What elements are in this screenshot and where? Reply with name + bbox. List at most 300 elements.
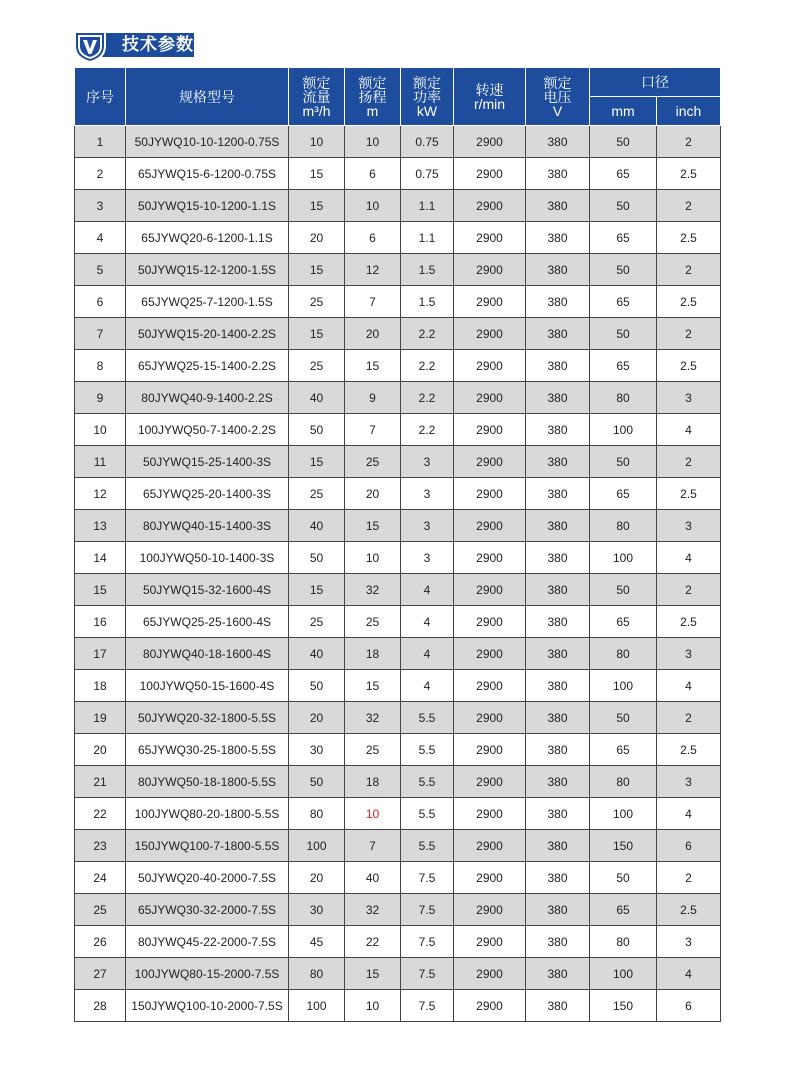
- header-speed-l1: 转速: [475, 81, 504, 98]
- cell-power: 4: [401, 606, 454, 638]
- cell-voltage: 380: [526, 606, 590, 638]
- cell-voltage: 380: [526, 958, 590, 990]
- cell-mm: 100: [590, 670, 657, 702]
- table-row: [75, 606, 721, 638]
- cell-mm: 50: [590, 190, 657, 222]
- table-row: [75, 382, 721, 414]
- cell-voltage: 380: [526, 638, 590, 670]
- cell-seq: 2: [75, 158, 126, 190]
- cell-seq: 20: [75, 734, 126, 766]
- cell-voltage: 380: [526, 830, 590, 862]
- cell-flow: 30: [289, 734, 345, 766]
- cell-head: 15: [345, 350, 401, 382]
- cell-power: 1.1: [401, 190, 454, 222]
- cell-power: 7.5: [401, 990, 454, 1022]
- cell-power: 5.5: [401, 734, 454, 766]
- cell-inch: 2: [657, 862, 721, 894]
- cell-voltage: 380: [526, 254, 590, 286]
- table-row: [75, 158, 721, 190]
- cell-seq: 13: [75, 510, 126, 542]
- cell-seq: 1: [75, 126, 126, 158]
- table-row: [75, 926, 721, 958]
- cell-head: 10: [345, 990, 401, 1022]
- cell-speed: 2900: [454, 542, 526, 574]
- cell-head: 25: [345, 446, 401, 478]
- header-voltage-l2: 电压: [543, 88, 572, 105]
- cell-voltage: 380: [526, 286, 590, 318]
- cell-head: 10: [345, 190, 401, 222]
- cell-power: 0.75: [401, 126, 454, 158]
- table-row: [75, 350, 721, 382]
- cell-head: 32: [345, 894, 401, 926]
- cell-seq: 3: [75, 190, 126, 222]
- section-title: [96, 33, 194, 57]
- cell-speed: 2900: [454, 862, 526, 894]
- table-row: [75, 446, 721, 478]
- cell-model: 100JYWQ50-7-1400-2.2S: [126, 414, 289, 446]
- cell-model: 80JYWQ45-22-2000-7.5S: [126, 926, 289, 958]
- table-row: [75, 510, 721, 542]
- cell-seq: 22: [75, 798, 126, 830]
- cell-seq: 15: [75, 574, 126, 606]
- cell-power: 1.1: [401, 222, 454, 254]
- table-row: [75, 126, 721, 158]
- cell-flow: 15: [289, 446, 345, 478]
- table-row: [75, 734, 721, 766]
- header-power: [401, 68, 454, 126]
- cell-power: 3: [401, 478, 454, 510]
- cell-mm: 65: [590, 286, 657, 318]
- cell-inch: 4: [657, 670, 721, 702]
- cell-model: 65JYWQ25-15-1400-2.2S: [126, 350, 289, 382]
- header-flow-unit: m³/h: [302, 102, 331, 119]
- cell-mm: 65: [590, 350, 657, 382]
- table-row: [75, 990, 721, 1022]
- cell-flow: 20: [289, 222, 345, 254]
- cell-seq: 27: [75, 958, 126, 990]
- spec-table-header: [75, 68, 721, 126]
- cell-mm: 100: [590, 958, 657, 990]
- table-row: [75, 222, 721, 254]
- cell-flow: 15: [289, 318, 345, 350]
- header-power-l1: 额定: [413, 74, 441, 91]
- cell-head: 15: [345, 510, 401, 542]
- table-row: [75, 318, 721, 350]
- cell-mm: 65: [590, 606, 657, 638]
- cell-seq: 25: [75, 894, 126, 926]
- cell-model: 100JYWQ80-15-2000-7.5S: [126, 958, 289, 990]
- cell-seq: 26: [75, 926, 126, 958]
- header-power-unit: kW: [416, 102, 438, 119]
- cell-inch: 2: [657, 318, 721, 350]
- cell-inch: 2.5: [657, 606, 721, 638]
- cell-seq: 14: [75, 542, 126, 574]
- cell-mm: 80: [590, 766, 657, 798]
- table-row: [75, 190, 721, 222]
- cell-flow: 40: [289, 382, 345, 414]
- cell-voltage: 380: [526, 126, 590, 158]
- cell-model: 50JYWQ15-25-1400-3S: [126, 446, 289, 478]
- cell-head: 40: [345, 862, 401, 894]
- cell-model: 65JYWQ15-6-1200-0.75S: [126, 158, 289, 190]
- cell-voltage: 380: [526, 894, 590, 926]
- cell-mm: 50: [590, 254, 657, 286]
- cell-seq: 5: [75, 254, 126, 286]
- cell-power: 5.5: [401, 766, 454, 798]
- cell-flow: 25: [289, 478, 345, 510]
- cell-model: 65JYWQ20-6-1200-1.1S: [126, 222, 289, 254]
- table-row: [75, 638, 721, 670]
- cell-power: 3: [401, 446, 454, 478]
- cell-speed: 2900: [454, 798, 526, 830]
- cell-voltage: 380: [526, 670, 590, 702]
- cell-power: 1.5: [401, 286, 454, 318]
- header-voltage-unit: V: [552, 102, 563, 119]
- table-row: [75, 862, 721, 894]
- cell-head: 6: [345, 158, 401, 190]
- cell-speed: 2900: [454, 734, 526, 766]
- cell-speed: 2900: [454, 510, 526, 542]
- cell-speed: 2900: [454, 414, 526, 446]
- cell-head: 15: [345, 958, 401, 990]
- cell-flow: 50: [289, 542, 345, 574]
- cell-power: 2.2: [401, 382, 454, 414]
- cell-inch: 2: [657, 254, 721, 286]
- cell-voltage: 380: [526, 542, 590, 574]
- cell-voltage: 380: [526, 574, 590, 606]
- cell-mm: 50: [590, 574, 657, 606]
- cell-model: 65JYWQ30-32-2000-7.5S: [126, 894, 289, 926]
- cell-mm: 50: [590, 862, 657, 894]
- cell-power: 5.5: [401, 830, 454, 862]
- header-seq: 序号: [75, 68, 126, 126]
- cell-head: 10: [345, 798, 401, 830]
- cell-model: 65JYWQ25-20-1400-3S: [126, 478, 289, 510]
- header-voltage: [526, 68, 590, 126]
- cell-flow: 15: [289, 158, 345, 190]
- header-head-unit: m: [366, 102, 379, 119]
- cell-model: 50JYWQ10-10-1200-0.75S: [126, 126, 289, 158]
- table-row: [75, 478, 721, 510]
- cell-inch: 2.5: [657, 158, 721, 190]
- cell-mm: 50: [590, 126, 657, 158]
- cell-inch: 3: [657, 766, 721, 798]
- cell-model: 80JYWQ40-9-1400-2.2S: [126, 382, 289, 414]
- table-row: [75, 798, 721, 830]
- cell-mm: 150: [590, 990, 657, 1022]
- cell-power: 2.2: [401, 414, 454, 446]
- cell-inch: 6: [657, 830, 721, 862]
- cell-voltage: 380: [526, 766, 590, 798]
- cell-head: 9: [345, 382, 401, 414]
- cell-speed: 2900: [454, 446, 526, 478]
- cell-head: 25: [345, 734, 401, 766]
- cell-model: 80JYWQ40-18-1600-4S: [126, 638, 289, 670]
- cell-seq: 4: [75, 222, 126, 254]
- cell-voltage: 380: [526, 414, 590, 446]
- cell-power: 7.5: [401, 894, 454, 926]
- cell-speed: 2900: [454, 990, 526, 1022]
- cell-speed: 2900: [454, 158, 526, 190]
- cell-voltage: 380: [526, 862, 590, 894]
- cell-model: 50JYWQ15-20-1400-2.2S: [126, 318, 289, 350]
- cell-head: 10: [345, 126, 401, 158]
- cell-seq: 21: [75, 766, 126, 798]
- cell-voltage: 380: [526, 446, 590, 478]
- cell-flow: 100: [289, 830, 345, 862]
- cell-model: 50JYWQ20-40-2000-7.5S: [126, 862, 289, 894]
- cell-flow: 50: [289, 414, 345, 446]
- cell-head: 18: [345, 766, 401, 798]
- cell-mm: 80: [590, 382, 657, 414]
- cell-power: 4: [401, 574, 454, 606]
- header-head-l1: 额定: [358, 74, 387, 91]
- cell-speed: 2900: [454, 286, 526, 318]
- cell-head: 6: [345, 222, 401, 254]
- cell-mm: 100: [590, 414, 657, 446]
- cell-inch: 2.5: [657, 350, 721, 382]
- cell-voltage: 380: [526, 926, 590, 958]
- cell-speed: 2900: [454, 766, 526, 798]
- header-flow-l2: 流量: [302, 88, 331, 105]
- cell-model: 150JYWQ100-7-1800-5.5S: [126, 830, 289, 862]
- cell-power: 1.5: [401, 254, 454, 286]
- cell-head: 32: [345, 702, 401, 734]
- cell-speed: 2900: [454, 958, 526, 990]
- cell-head: 20: [345, 478, 401, 510]
- cell-seq: 6: [75, 286, 126, 318]
- cell-power: 5.5: [401, 798, 454, 830]
- cell-speed: 2900: [454, 830, 526, 862]
- cell-voltage: 380: [526, 382, 590, 414]
- header-flow-l1: 额定: [302, 74, 331, 91]
- cell-mm: 50: [590, 318, 657, 350]
- cell-power: 3: [401, 510, 454, 542]
- table-row: [75, 958, 721, 990]
- cell-power: 7.5: [401, 926, 454, 958]
- cell-model: 150JYWQ100-10-2000-7.5S: [126, 990, 289, 1022]
- cell-inch: 3: [657, 638, 721, 670]
- cell-flow: 15: [289, 574, 345, 606]
- cell-seq: 11: [75, 446, 126, 478]
- cell-inch: 2.5: [657, 894, 721, 926]
- cell-power: 5.5: [401, 702, 454, 734]
- table-row: [75, 894, 721, 926]
- cell-head: 18: [345, 638, 401, 670]
- cell-voltage: 380: [526, 510, 590, 542]
- cell-flow: 25: [289, 350, 345, 382]
- cell-seq: 9: [75, 382, 126, 414]
- table-row: [75, 286, 721, 318]
- cell-flow: 10: [289, 126, 345, 158]
- header-caliber-mm: mm: [590, 97, 657, 126]
- header-head-l2: 扬程: [358, 88, 387, 105]
- cell-flow: 25: [289, 286, 345, 318]
- cell-head: 25: [345, 606, 401, 638]
- table-row: [75, 254, 721, 286]
- cell-head: 10: [345, 542, 401, 574]
- cell-speed: 2900: [454, 254, 526, 286]
- cell-seq: 28: [75, 990, 126, 1022]
- cell-power: 2.2: [401, 350, 454, 382]
- table-row: [75, 574, 721, 606]
- cell-voltage: 380: [526, 990, 590, 1022]
- header-caliber-inch: inch: [657, 97, 721, 126]
- cell-flow: 40: [289, 510, 345, 542]
- cell-voltage: 380: [526, 734, 590, 766]
- cell-head: 15: [345, 670, 401, 702]
- cell-power: 4: [401, 638, 454, 670]
- cell-mm: 65: [590, 478, 657, 510]
- cell-model: 100JYWQ50-15-1600-4S: [126, 670, 289, 702]
- header-speed-unit: r/min: [473, 95, 506, 112]
- cell-flow: 45: [289, 926, 345, 958]
- cell-head: 20: [345, 318, 401, 350]
- cell-model: 65JYWQ25-7-1200-1.5S: [126, 286, 289, 318]
- cell-mm: 65: [590, 222, 657, 254]
- cell-inch: 4: [657, 958, 721, 990]
- cell-voltage: 380: [526, 158, 590, 190]
- header-head: [345, 68, 401, 126]
- cell-voltage: 380: [526, 190, 590, 222]
- cell-mm: 100: [590, 798, 657, 830]
- cell-inch: 2: [657, 190, 721, 222]
- cell-speed: 2900: [454, 894, 526, 926]
- cell-flow: 25: [289, 606, 345, 638]
- cell-inch: 2: [657, 574, 721, 606]
- cell-model: 50JYWQ15-12-1200-1.5S: [126, 254, 289, 286]
- cell-speed: 2900: [454, 318, 526, 350]
- cell-inch: 3: [657, 510, 721, 542]
- cell-seq: 8: [75, 350, 126, 382]
- cell-head: 12: [345, 254, 401, 286]
- header-model: 规格型号: [126, 68, 289, 126]
- table-row: [75, 670, 721, 702]
- table-row: [75, 414, 721, 446]
- cell-power: 7.5: [401, 958, 454, 990]
- cell-voltage: 380: [526, 350, 590, 382]
- cell-flow: 15: [289, 254, 345, 286]
- cell-speed: 2900: [454, 606, 526, 638]
- cell-voltage: 380: [526, 798, 590, 830]
- cell-seq: 17: [75, 638, 126, 670]
- cell-flow: 80: [289, 958, 345, 990]
- cell-mm: 80: [590, 926, 657, 958]
- cell-voltage: 380: [526, 318, 590, 350]
- cell-speed: 2900: [454, 574, 526, 606]
- cell-flow: 80: [289, 798, 345, 830]
- cell-power: 4: [401, 670, 454, 702]
- header-flow: [289, 68, 345, 126]
- spec-table: [74, 67, 721, 1022]
- cell-model: 100JYWQ50-10-1400-3S: [126, 542, 289, 574]
- cell-speed: 2900: [454, 382, 526, 414]
- cell-model: 80JYWQ50-18-1800-5.5S: [126, 766, 289, 798]
- cell-mm: 50: [590, 446, 657, 478]
- cell-speed: 2900: [454, 702, 526, 734]
- cell-model: 50JYWQ15-10-1200-1.1S: [126, 190, 289, 222]
- cell-flow: 50: [289, 670, 345, 702]
- cell-inch: 2.5: [657, 222, 721, 254]
- cell-head: 7: [345, 414, 401, 446]
- cell-mm: 65: [590, 894, 657, 926]
- cell-model: 100JYWQ80-20-1800-5.5S: [126, 798, 289, 830]
- cell-power: 3: [401, 542, 454, 574]
- cell-inch: 2: [657, 702, 721, 734]
- cell-seq: 18: [75, 670, 126, 702]
- cell-inch: 4: [657, 798, 721, 830]
- shield-v-logo-icon: [72, 28, 108, 64]
- cell-power: 0.75: [401, 158, 454, 190]
- section-title-text: 技术参数: [122, 35, 194, 54]
- cell-inch: 4: [657, 414, 721, 446]
- cell-head: 32: [345, 574, 401, 606]
- cell-flow: 30: [289, 894, 345, 926]
- cell-inch: 4: [657, 542, 721, 574]
- header-speed: [454, 68, 526, 126]
- cell-inch: 2: [657, 446, 721, 478]
- cell-head: 7: [345, 830, 401, 862]
- cell-flow: 15: [289, 190, 345, 222]
- cell-seq: 24: [75, 862, 126, 894]
- table-row: [75, 702, 721, 734]
- cell-seq: 7: [75, 318, 126, 350]
- cell-speed: 2900: [454, 638, 526, 670]
- cell-seq: 10: [75, 414, 126, 446]
- spec-table-body: [75, 126, 721, 1022]
- cell-mm: 50: [590, 702, 657, 734]
- cell-head: 7: [345, 286, 401, 318]
- cell-mm: 80: [590, 510, 657, 542]
- cell-voltage: 380: [526, 702, 590, 734]
- cell-mm: 80: [590, 638, 657, 670]
- cell-model: 65JYWQ30-25-1800-5.5S: [126, 734, 289, 766]
- cell-speed: 2900: [454, 126, 526, 158]
- cell-speed: 2900: [454, 670, 526, 702]
- cell-speed: 2900: [454, 222, 526, 254]
- cell-speed: 2900: [454, 190, 526, 222]
- table-row: [75, 542, 721, 574]
- table-row: [75, 830, 721, 862]
- cell-seq: 23: [75, 830, 126, 862]
- cell-model: 65JYWQ25-25-1600-4S: [126, 606, 289, 638]
- cell-speed: 2900: [454, 926, 526, 958]
- cell-mm: 150: [590, 830, 657, 862]
- cell-speed: 2900: [454, 350, 526, 382]
- cell-power: 2.2: [401, 318, 454, 350]
- cell-power: 7.5: [401, 862, 454, 894]
- cell-inch: 2: [657, 126, 721, 158]
- table-row: [75, 766, 721, 798]
- cell-flow: 50: [289, 766, 345, 798]
- header-power-l2: 功率: [413, 88, 441, 105]
- cell-head: 22: [345, 926, 401, 958]
- cell-voltage: 380: [526, 222, 590, 254]
- cell-inch: 2.5: [657, 478, 721, 510]
- cell-voltage: 380: [526, 478, 590, 510]
- cell-mm: 65: [590, 158, 657, 190]
- cell-inch: 6: [657, 990, 721, 1022]
- cell-flow: 100: [289, 990, 345, 1022]
- cell-model: 50JYWQ15-32-1600-4S: [126, 574, 289, 606]
- cell-inch: 3: [657, 926, 721, 958]
- header-voltage-l1: 额定: [543, 74, 572, 91]
- cell-mm: 100: [590, 542, 657, 574]
- cell-flow: 20: [289, 862, 345, 894]
- cell-flow: 20: [289, 702, 345, 734]
- cell-model: 80JYWQ40-15-1400-3S: [126, 510, 289, 542]
- header-caliber: 口径: [590, 68, 721, 97]
